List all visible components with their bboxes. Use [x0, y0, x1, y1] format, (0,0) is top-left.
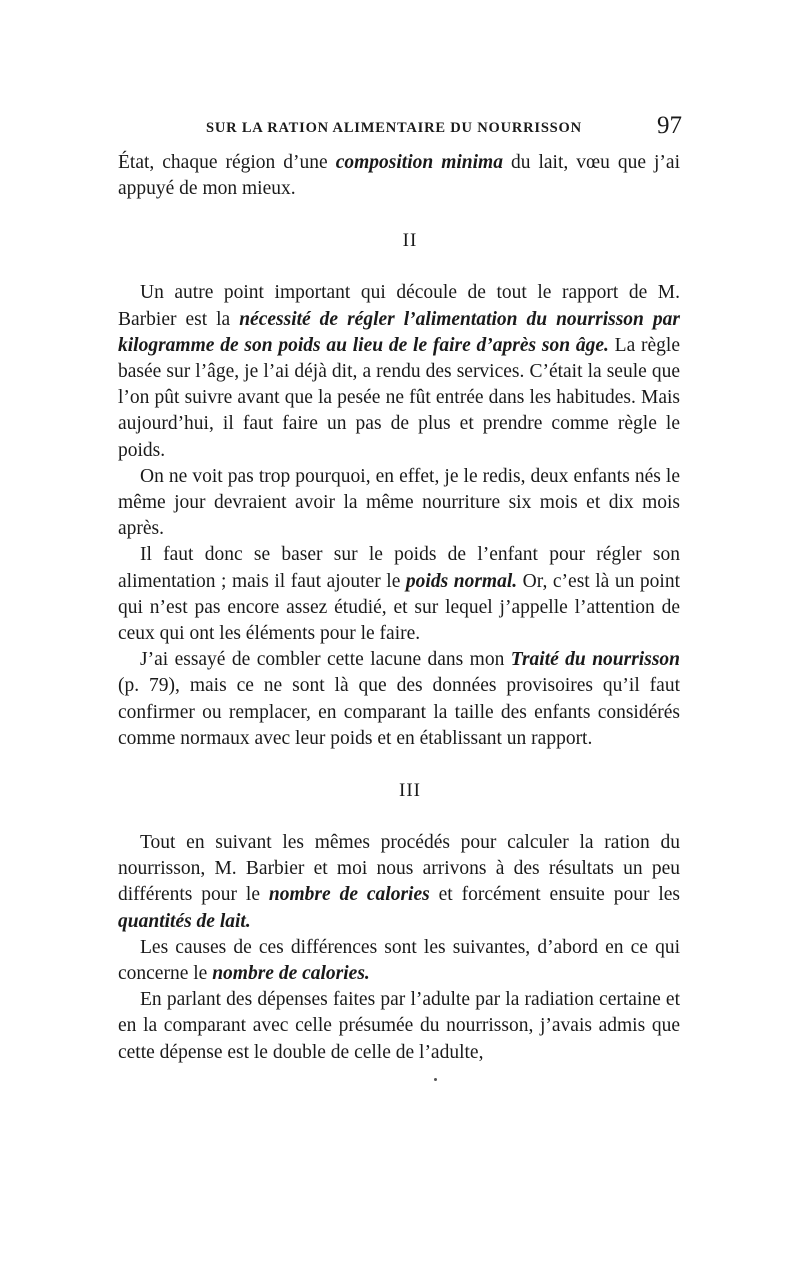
paragraph-8	[118, 987, 680, 1066]
paragraph-4-text-1: Il faut donc se baser sur le poids de l’enfant pour régler son alimentation ; mais il faut ajouter le	[118, 544, 680, 592]
paragraph-5-italic-1: Traité du nourrisson	[510, 649, 680, 671]
paragraph-6-italic-1: nombre de calories	[268, 884, 430, 906]
paragraph-6-text-2: et forcément ensuite pour les	[429, 884, 681, 906]
body-text	[118, 150, 680, 1066]
paragraph-7-text-1: Les causes de ces différences sont les suivantes, d’abord en ce qui concerne le	[118, 936, 680, 985]
paragraph-8-text-1: En parlant des dépenses faites par l’adulte par la radiation certaine et en la comparant avec celle présumée du nourrisson, j’avais admis que cette dépense est le double de celle de l’adulte,	[118, 989, 680, 1063]
paragraph-3	[118, 464, 680, 543]
paragraph-1	[118, 150, 680, 202]
running-head	[118, 112, 682, 142]
paragraph-5-text-1: J’ai essayé de combler cette lacune dans mon	[140, 649, 511, 671]
paragraph-2-text-1: Un autre point important qui découle de tout le rapport de M. Barbier est la	[118, 282, 680, 330]
paragraph-1-text-1: État, chaque région d’une	[118, 152, 336, 173]
paragraph-5	[118, 647, 680, 752]
paragraph-4-italic-1: poids normal.	[405, 570, 518, 592]
paragraph-1-italic-1: composition minima	[335, 152, 503, 173]
paragraph-7-italic-1: nombre de calories.	[212, 963, 370, 985]
running-title: SUR LA RATION ALIMENTAIRE DU NOURRISSON	[206, 120, 582, 136]
paragraph-2-italic-1: nécessité de régler l’alimentation du nourrisson par kilogramme de son poids au lieu de le faire d’après son âge.	[118, 308, 680, 356]
paragraph-2	[118, 280, 680, 463]
paragraph-4-text-2: Or, c’est là un point qui n’est pas encore assez étudié, et sur lequel j’appelle l’attention de ceux qui ont les éléments pour le faire.	[118, 570, 680, 645]
paragraph-7	[118, 935, 680, 987]
paragraph-5-text-2: (p. 79), mais ce ne sont là que des données provisoires qu’il faut confirmer ou remplacer, en comparant la taille des enfants considérés comme normaux avec leur poids et en établissant un rapport.	[118, 675, 680, 749]
paragraph-6-italic-2: quantités de lait.	[118, 910, 251, 932]
paragraph-6	[118, 830, 680, 935]
section-heading-ii: II	[402, 230, 418, 252]
paragraph-6-text-1: Tout en suivant les mêmes procédés pour calculer la ration du nourrisson, M. Barbier et moi nous arrivons à des résultats un peu différents pour le	[118, 832, 680, 906]
paragraph-2-text-2: La règle basée sur l’âge, je l’ai déjà dit, a rendu des services. C’était la seule que l’on pût suivre avant que la pesée ne fût entrée dans les habitudes. Mais aujourd’hui, il faut faire un pas de plus et prendre comme règle le poids.	[118, 334, 680, 461]
paragraph-1-text-2: du lait, vœu que j’ai appuyé de mon mieux.	[118, 152, 680, 200]
section-heading-iii: III	[399, 780, 421, 802]
paragraph-4	[118, 542, 680, 647]
paragraph-3-text-1: On ne voit pas trop pourquoi, en effet, je le redis, deux enfants nés le même jour devraient avoir la même nourriture six mois et dix mois après.	[118, 465, 680, 540]
page-number: 97	[657, 112, 682, 139]
ink-speck	[434, 1078, 437, 1081]
